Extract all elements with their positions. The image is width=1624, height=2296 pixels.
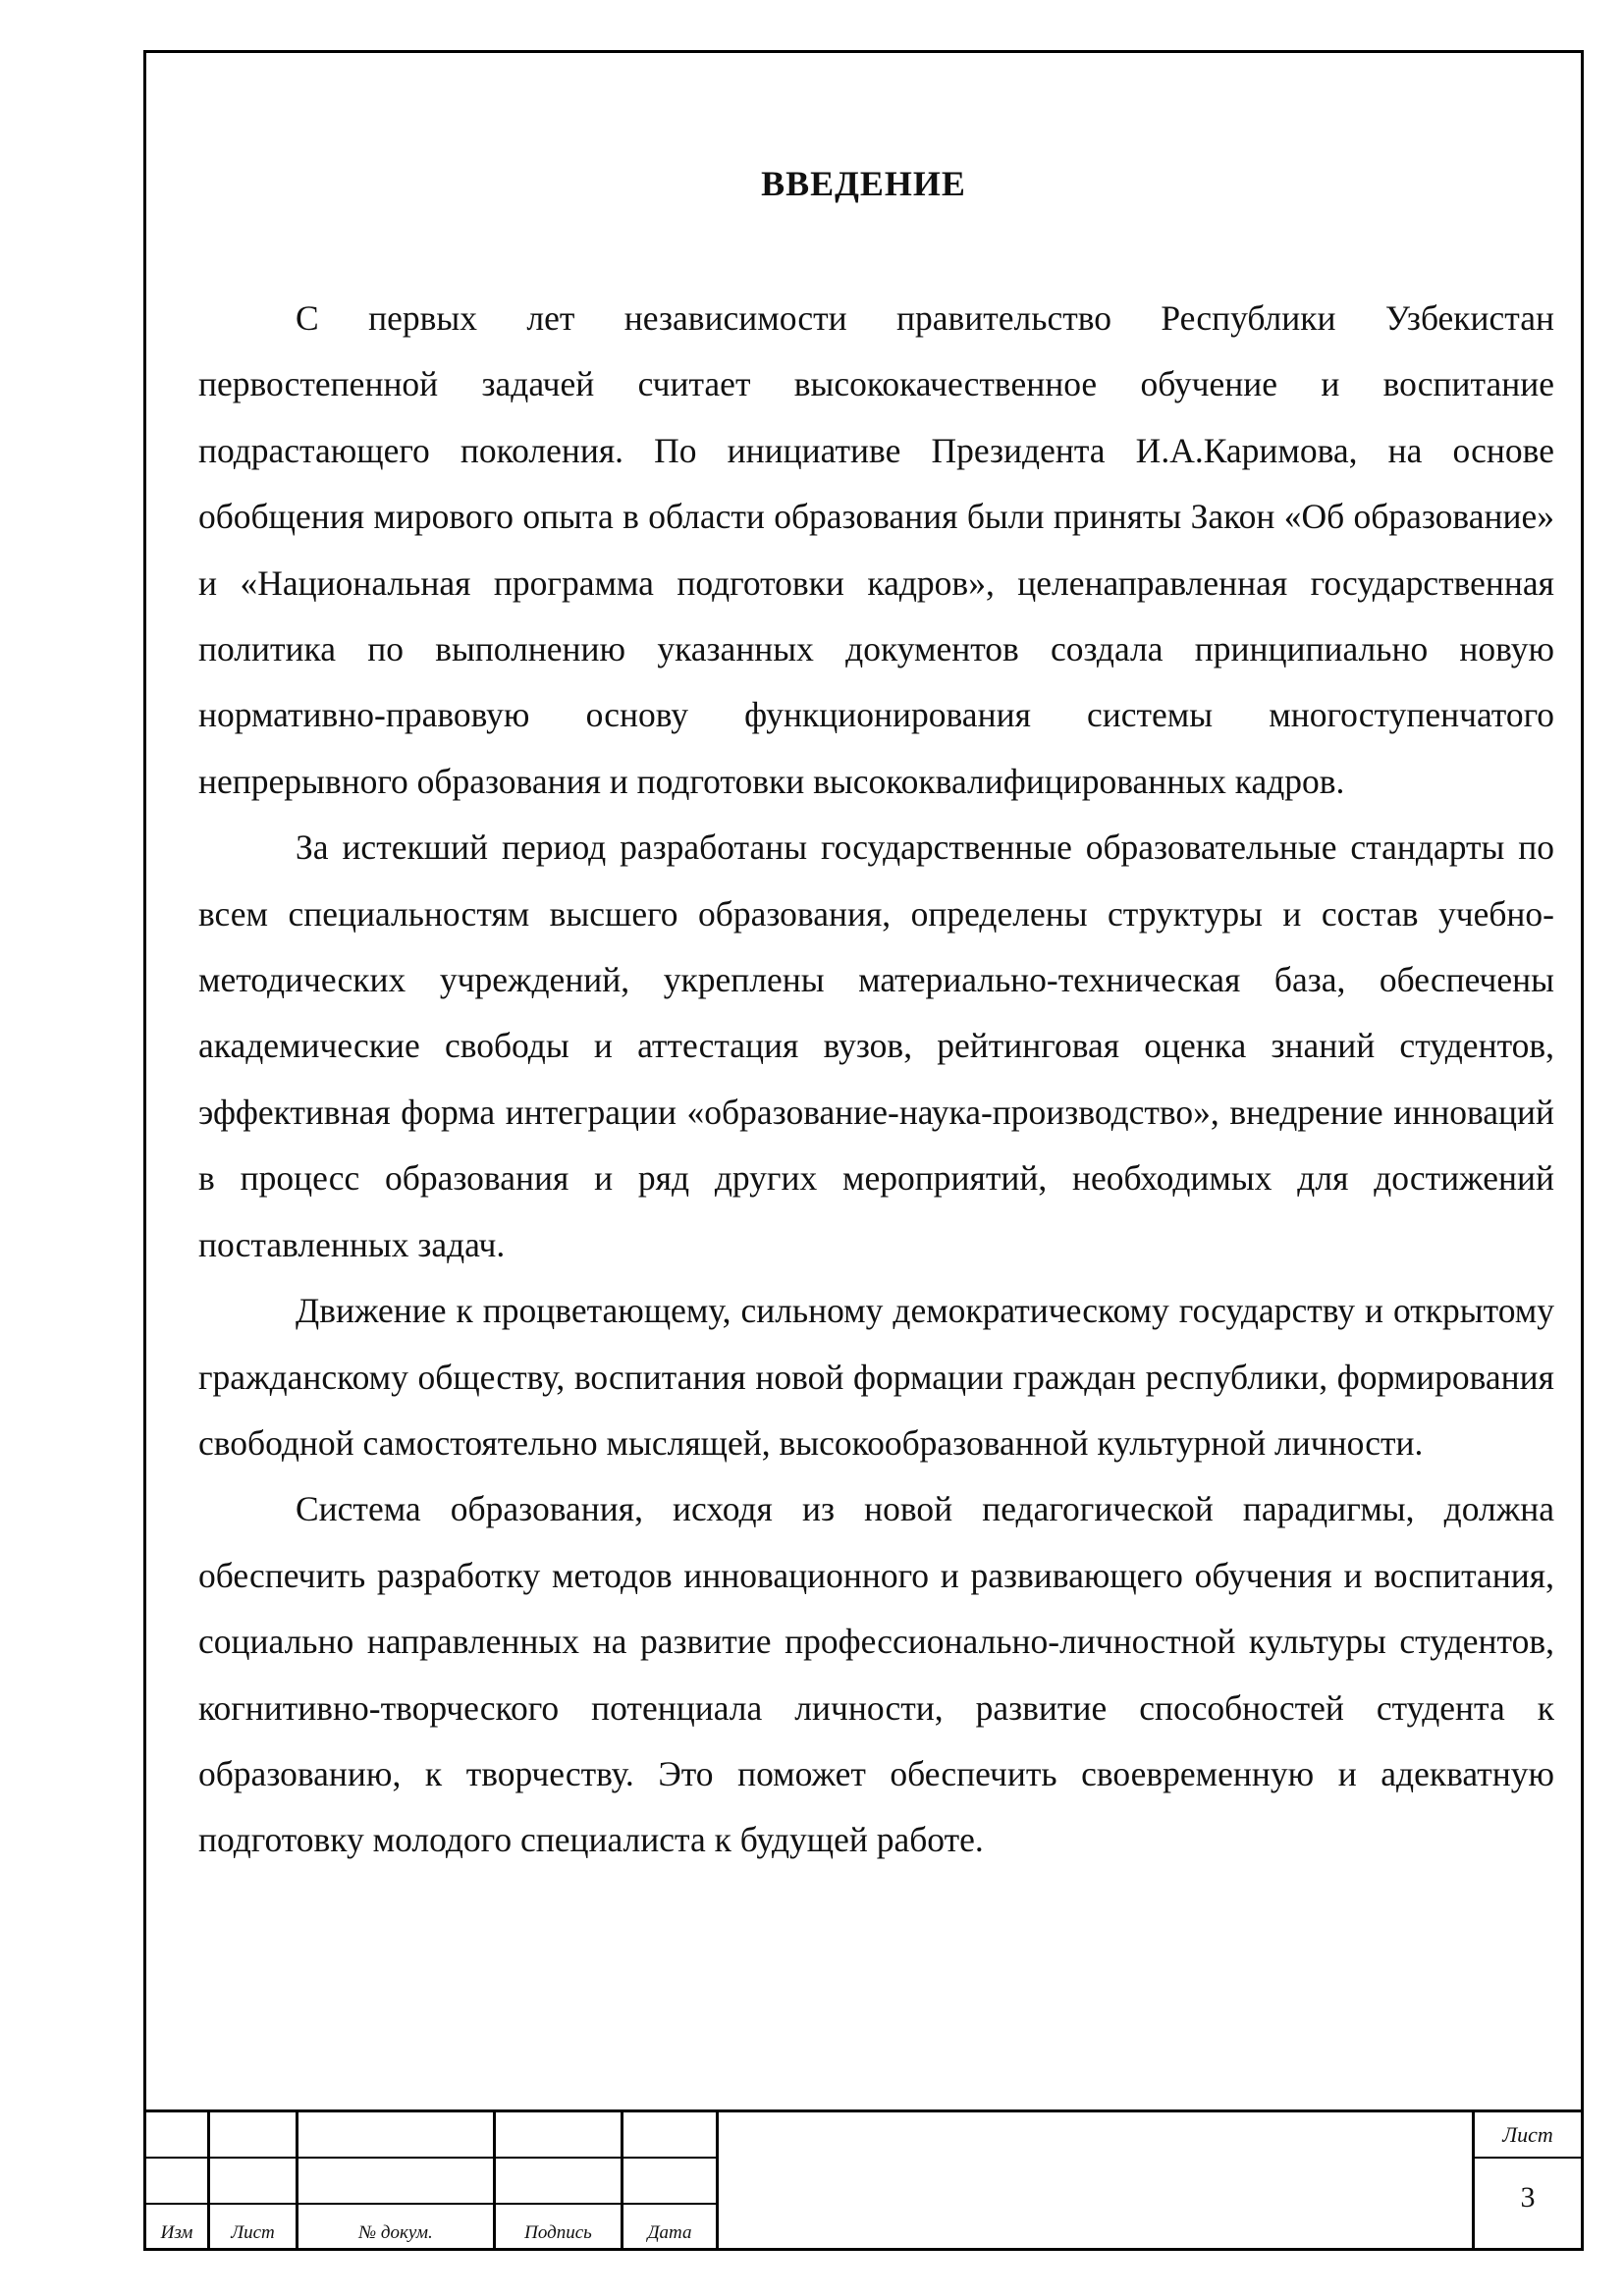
paragraph: За истекший период разработаны государственные образовательные стандарты по всем специальностям высшего образования, определены структуры и состав учебно-методических учреждений, укреплены материально-техническая база, обеспечены академические свободы и аттестация вузов, рейтинговая оценка знаний студентов, эффективная форма интеграции «образование-наука-производство», внедрение инноваций в процесс образования и ряд других мероприятий, необходимых для достижений поставленных задач. — [198, 828, 1554, 1264]
stamp-row-line — [146, 2203, 718, 2205]
stamp-col-izm: Изм — [160, 2222, 193, 2243]
stamp-col-date: Дата — [647, 2222, 692, 2243]
page-frame — [143, 50, 1584, 2251]
stamp-divider — [716, 2112, 719, 2248]
sheet-label: Лист — [1502, 2122, 1553, 2147]
stamp-row-line — [146, 2157, 718, 2159]
paragraph: Система образования, исходя из новой педагогической парадигмы, должна обеспечить разработку методов инновационного и развивающего обучения и воспитания, социально направленных на развитие профессионально-личностной культуры студентов, когнитивно-творческого потенциала личности, развитие способностей студента к образованию, к творчеству. Это поможет обеспечить своевременную и адекватную подготовку молодого специалиста к будущей работе. — [198, 1489, 1554, 1860]
sheet-number: 3 — [1520, 2181, 1536, 2214]
stamp-col-list: Лист — [231, 2222, 275, 2243]
page-title: ВВЕДЕНИЕ — [761, 164, 966, 203]
paragraph: С первых лет независимости правительство Республики Узбекистан первостепенной задачей считает высококачественное обучение и воспитание подрастающего поколения. По инициативе Президента И.А.Каримова, на основе обобщения мирового опыта в области образования были приняты Закон «Об образование» и «Национальная программа подготовки кадров», целенаправленная государственная политика по выполнению указанных документов создала принципиально новую нормативно-правовую основу функционирования системы многоступенчатого непрерывного образования и подготовки высококвалифицированных кадров. — [198, 298, 1554, 801]
title-block-stamp — [146, 2109, 1581, 2248]
document-body — [198, 286, 1554, 1874]
stamp-row-line — [1472, 2157, 1581, 2159]
stamp-col-signature: Подпись — [524, 2222, 592, 2243]
paragraph: Движение к процветающему, сильному демократическому государству и открытому гражданскому обществу, воспитания новой формации граждан республики, формирования свободной самостоятельно мыслящей, высокообразованной культурной личности. — [198, 1291, 1554, 1463]
stamp-col-doc-number: № докум. — [358, 2222, 433, 2243]
